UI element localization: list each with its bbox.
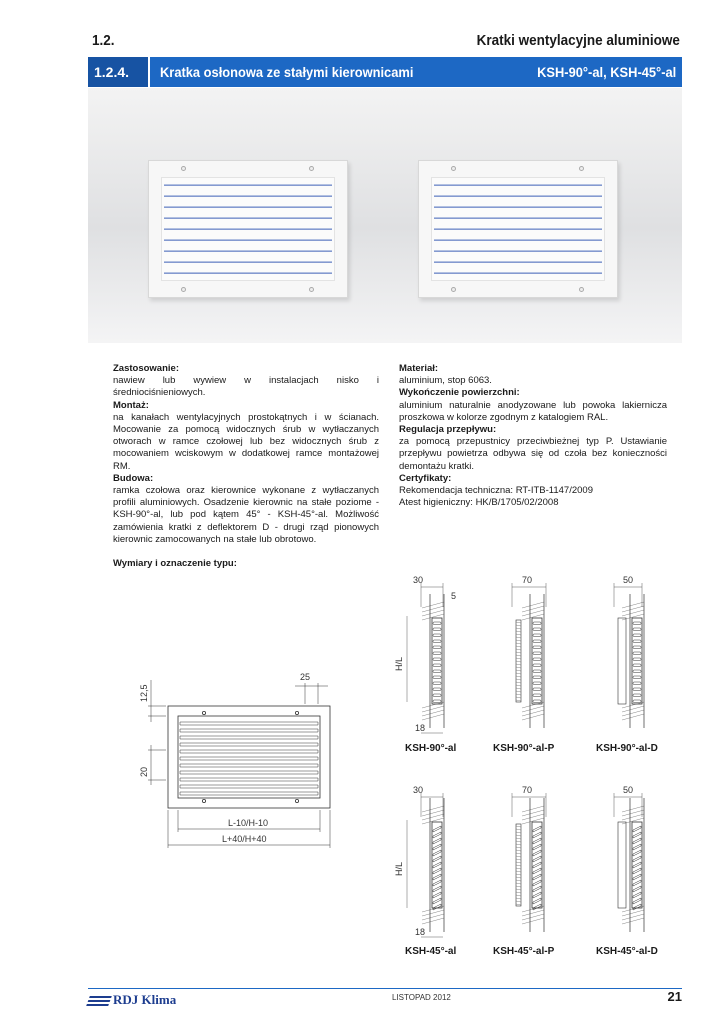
section-number: 1.2. [92, 32, 115, 49]
section-view [618, 798, 644, 932]
section-view [422, 798, 444, 932]
dim-18-top: 18 [415, 723, 426, 733]
dim-inner: L-10/H-10 [228, 818, 269, 828]
issue-date: LISTOPAD 2012 [392, 993, 451, 1002]
label-ksh-90-al: KSH-90°-al [405, 743, 457, 754]
dim-25: 25 [300, 672, 311, 682]
screw-hole [202, 799, 205, 802]
heading-zastosowanie: Zastosowanie: [113, 363, 179, 374]
section-view [516, 594, 544, 728]
label-ksh-90-al-p: KSH-90°-al-P [493, 743, 555, 754]
dim-70-top: 70 [522, 575, 533, 585]
section-drawings [407, 583, 644, 937]
dim-20: 20 [139, 766, 149, 777]
section-view [422, 594, 444, 728]
product-name: Kratka osłonowa ze stałymi kierownicami [160, 64, 414, 80]
dim-50-top: 50 [623, 575, 634, 585]
dim-18-bottom: 18 [415, 927, 426, 937]
page-number: 21 [667, 989, 682, 1004]
section-view [618, 594, 644, 728]
screw-hole [295, 711, 298, 714]
dim-5: 5 [451, 591, 457, 601]
heading-wykonczenie: Wykończenie powierzchni: [399, 387, 520, 399]
text-material: aluminium, stop 6063. [399, 375, 492, 387]
label-ksh-90-al-d: KSH-90°-al-D [596, 743, 658, 754]
footer-divider [88, 988, 682, 989]
heading-regulacja: Regulacja przepływu: [399, 424, 497, 436]
dim-70-bottom: 70 [522, 785, 533, 795]
text-certyfikat-1: Rekomendacja techniczna: RT-ITB-1147/2009 [399, 485, 593, 497]
heading-budowa: Budowa: [113, 472, 154, 484]
label-ksh-45-al: KSH-45°-al [405, 946, 457, 957]
text-montaz: na kanałach wentylacyjnych prostokątnych i w ścianach. Mocowanie za pomocą widocznych śrub w wytłaczanych otworach w ramce czołowej lub bez widocznych śrub z mocowaniem wciskowym w dodatkowej ramce montażowej RM. [113, 411, 379, 472]
heading-material: Materiał: [399, 363, 439, 374]
dimensions-heading: Wymiary i oznaczenie typu: [113, 558, 237, 569]
label-ksh-45-al-p: KSH-45°-al-P [493, 946, 555, 957]
text-certyfikat-2: Atest higieniczny: HK/B/1705/02/2008 [399, 497, 559, 509]
section-view [516, 798, 544, 932]
label-hl-top: H/L [394, 656, 404, 671]
dim-50-bottom: 50 [623, 785, 634, 795]
company-logo [88, 992, 176, 1008]
section-title: Kratki wentylacyjne aluminiowe [476, 32, 680, 49]
dim-outer: L+40/H+40 [222, 834, 267, 844]
dim-12-5: 12,5 [139, 684, 149, 702]
heading-certyfikaty: Certyfikaty: [399, 472, 452, 484]
product-codes: KSH-90°-al, KSH-45°-al [536, 64, 676, 80]
logo-text: RDJ Klima [113, 992, 177, 1007]
grille-slats [180, 722, 318, 795]
dim-30-top: 30 [413, 575, 424, 585]
dim-30-bottom: 30 [413, 785, 424, 795]
text-budowa: ramka czołowa oraz kierownice wykonane z wytłaczanych profili aluminiowych. Osadzenie kierownic na stałe poziome - KSH-90°-al, lub pod kątem 45° - KSH-45°-al. Możliwość zamówienia kratki z deflektorem D - drugi rząd pionowych kierownic zamocowanych na stałe lub obrotowo. [113, 485, 379, 545]
text-zastosowanie: nawiew lub wywiew w instalacjach nisko i średniociśnieniowych. [113, 375, 379, 399]
text-wykonczenie: aluminium naturalnie anodyzowane lub powoka lakiernicza proszkowa w kolorze zgodnym z katalogiem RAL. [399, 399, 667, 423]
label-hl-bottom: H/L [394, 861, 404, 876]
text-regulacja: za pomocą przepustnicy przeciwbieżnej typ P. Ustawianie przepływu powietrza odbywa się od czoła bez konieczności demontażu kratki. [399, 436, 667, 472]
screw-hole [295, 799, 298, 802]
logo-mark-icon [86, 996, 112, 1006]
label-ksh-45-al-d: KSH-45°-al-D [596, 946, 658, 957]
screw-hole [202, 711, 205, 714]
product-number: 1.2.4. [88, 57, 150, 87]
heading-montaz: Montaż: [113, 399, 149, 411]
